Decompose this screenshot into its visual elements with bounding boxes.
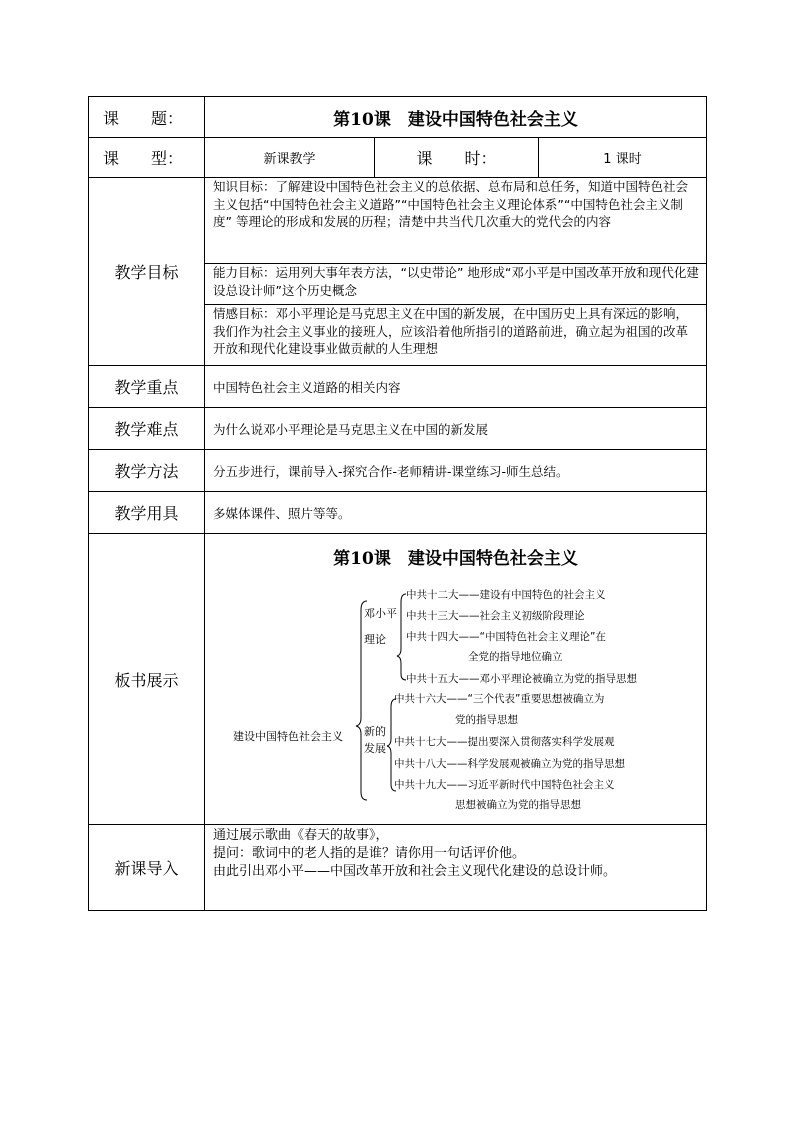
emotion-objective: 情感目标：邓小平理论是马克思主义在中国的新发展，在中国历史上具有深远的影响，我们作为社会主义事业的接班人，应该沿着他所指引的道路前进，确立起为祖国的改革开放和现代化建设事业做贡献的人生理想 [205, 304, 706, 365]
type-value: 新课教学 [205, 138, 375, 178]
theory-item-4: 中共十五大——邓小平理论被确立为党的指导思想 [406, 673, 637, 685]
key-points-value: 中国特色社会主义道路的相关内容 [205, 366, 707, 408]
methods-value: 分五步进行，课前导入-探究合作-老师精讲-课堂练习-师生总结。 [205, 450, 707, 492]
board-root: 建设中国特色社会主义 [233, 730, 343, 743]
intro-label: 新课导入 [89, 825, 205, 911]
methods-row [89, 450, 707, 492]
difficulties-label: 教学难点 [89, 408, 205, 450]
tools-value: 多媒体课件、照片等等。 [205, 492, 707, 534]
branch1-line1: 邓小平 [364, 607, 397, 620]
board-title: 第10课 建设中国特色社会主义 [333, 549, 578, 569]
type-row [89, 138, 707, 178]
board-row [89, 534, 707, 825]
development-item-4-cont: 思想被确立为党的指导思想 [455, 799, 581, 811]
ability-objective: 能力目标：运用列大事年表方法，“以史带论” 地形成“邓小平是中国改革开放和现代化建设总设计师”这个历史概念 [205, 263, 706, 304]
development-item-4: 中共十九大——习近平新时代中国特色社会主义 [394, 779, 615, 791]
theory-item-2: 中共十三大——社会主义初级阶段理论 [406, 610, 585, 622]
type-label: 课 型： [89, 138, 205, 178]
development-item-1-cont: 党的指导思想 [455, 714, 518, 726]
theory-brace [397, 594, 406, 680]
objectives-row [89, 178, 707, 366]
methods-label: 教学方法 [89, 450, 205, 492]
development-item-1: 中共十六大——“三个代表”重要思想被确立为 [394, 693, 605, 705]
knowledge-objective: 知识目标：了解建设中国特色社会主义的总依据、总布局和总任务，知道中国特色社会主义包括“中国特色社会主义道路”“中国特色社会主义理论体系”“中国特色社会主义制度” 等理论的形成和发展的历程；清楚中共当代几次重大的党代会的内容 [213, 179, 689, 229]
branch2-line2: 发展 [364, 742, 386, 755]
intro-line-2: 提问：歌词中的老人指的是谁？请你用一句话评价他。 [213, 846, 526, 861]
board-label: 板书展示 [89, 534, 205, 825]
intro-line-1: 通过展示歌曲《春天的故事》， [213, 828, 389, 843]
board-diagram [205, 534, 706, 824]
branch1-line2: 理论 [364, 633, 386, 646]
topic-row [89, 97, 707, 138]
branch2-line1: 新的 [364, 725, 386, 738]
difficulties-value: 为什么说邓小平理论是马克思主义在中国的新发展 [205, 408, 707, 450]
period-value: 1 课时 [539, 138, 707, 178]
tools-label: 教学用具 [89, 492, 205, 534]
theory-item-3-cont: 全党的指导地位确立 [468, 651, 563, 663]
intro-row [89, 825, 707, 911]
period-label: 课 时： [375, 138, 539, 178]
development-item-3: 中共十八大——科学发展观被确立为党的指导思想 [394, 758, 625, 770]
theory-item-1: 中共十二大——建设有中国特色的社会主义 [406, 589, 606, 601]
difficulties-row [89, 408, 707, 450]
theory-item-3: 中共十四大——“中国特色社会主义理论”在 [406, 631, 606, 643]
development-item-2: 中共十七大——提出要深入贯彻落实科学发展观 [394, 736, 615, 748]
key-points-label: 教学重点 [89, 366, 205, 408]
main-brace [356, 601, 367, 800]
key-points-row [89, 366, 707, 408]
objectives-label: 教学目标 [89, 178, 205, 366]
intro-line-3: 由此引出邓小平——中国改革开放和社会主义现代化建设的总设计师。 [213, 864, 617, 879]
lesson-plan-table [88, 96, 707, 911]
topic-value: 第10课 建设中国特色社会主义 [205, 97, 707, 138]
tools-row [89, 492, 707, 534]
topic-label: 课 题： [89, 97, 205, 138]
